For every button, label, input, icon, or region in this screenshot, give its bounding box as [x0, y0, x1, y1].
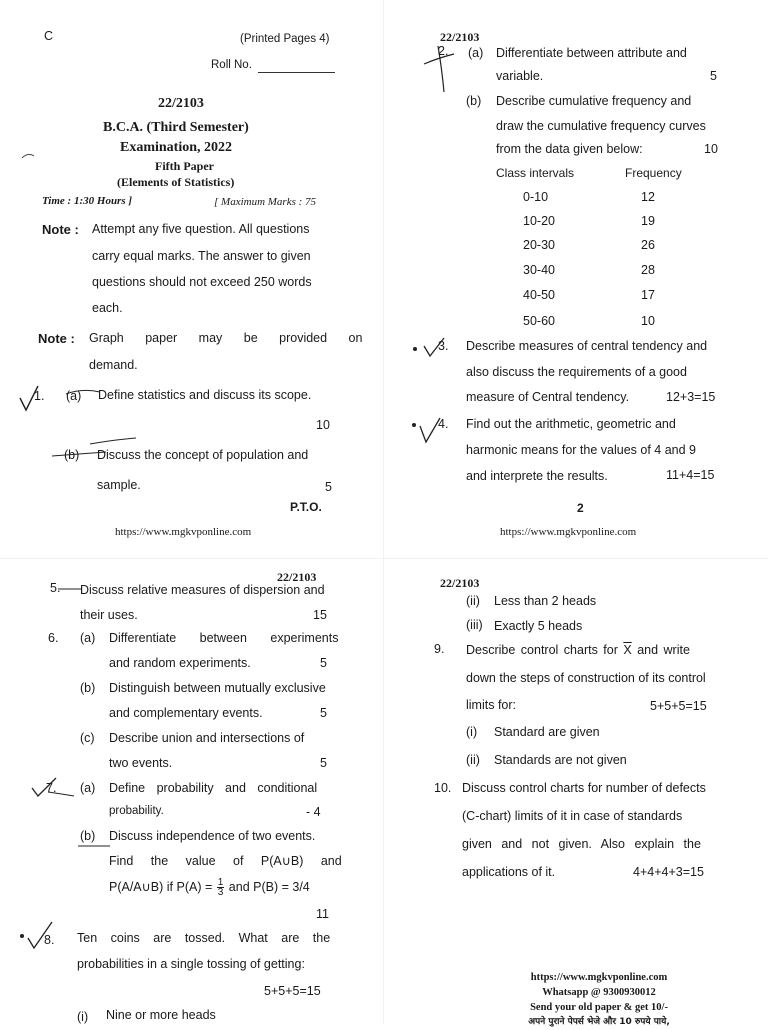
course-title: B.C.A. (Third Semester) — [103, 120, 249, 135]
q9-i-text: Standard are given — [494, 725, 600, 739]
page-3 — [0, 560, 384, 1024]
q10-line: applications of it. — [462, 865, 556, 879]
table-cell-frequency: 19 — [641, 214, 655, 228]
q6a-line: Differentiate between experiments — [109, 631, 339, 645]
q2-number: 2. — [438, 44, 449, 58]
q3-marks: 12+3=15 — [666, 390, 716, 404]
q8-line: probabilities in a single tossing of getting: — [77, 957, 305, 971]
page-1 — [0, 0, 384, 560]
q5-number: 5. — [50, 581, 61, 595]
q9-ii-text: Standards are not given — [494, 753, 627, 767]
q9-line-post: and write — [637, 643, 690, 657]
q9-first-line — [466, 644, 690, 657]
scribble-mark — [20, 150, 40, 162]
footer-offer: Send your old paper & get 10/- — [530, 1002, 668, 1013]
q2b-marks: 10 — [704, 142, 718, 156]
q10-marks: 4+4+4+3=15 — [633, 865, 704, 879]
tick-mark-q8 — [16, 916, 76, 956]
note1-line: Attempt any five question. All questions — [92, 222, 310, 236]
footer-url[interactable]: https://www.mgkvponline.com — [530, 972, 668, 983]
q7b-formula-line — [109, 878, 310, 897]
q7b-line: Find the value of P(A∪B) and — [109, 854, 342, 868]
q2a-line: variable. — [496, 69, 544, 83]
q3-line: also discuss the requirements of a good — [466, 365, 687, 379]
table-cell-class: 0-10 — [523, 190, 549, 204]
table-cell-frequency: 26 — [641, 238, 655, 252]
fraction-one-third — [217, 878, 225, 897]
paper-code: 22/2103 — [158, 96, 204, 111]
underline-q7b — [78, 843, 112, 849]
page-number: 2 — [577, 501, 584, 515]
tick-mark-q3 — [410, 336, 470, 360]
q6b-line: and complementary events. — [109, 706, 263, 720]
footer-whatsapp: Whatsapp @ 9300930012 — [542, 987, 656, 998]
pto-label: P.T.O. — [290, 500, 322, 514]
q8-marks: 5+5+5=15 — [264, 984, 321, 998]
roll-no-line — [258, 72, 335, 73]
q3-number: 3. — [438, 339, 449, 353]
q8-ii-label: (ii) — [466, 594, 480, 608]
table-cell-class: 40-50 — [523, 288, 555, 302]
q6-number: 6. — [48, 631, 59, 645]
table-cell-class: 10-20 — [523, 214, 555, 228]
printed-pages: (Printed Pages 4) — [240, 33, 330, 45]
q7-number: 7. — [46, 781, 57, 795]
fraction-denominator: 3 — [217, 887, 224, 898]
page-2 — [384, 0, 768, 560]
q8-iii-text: Exactly 5 heads — [494, 619, 583, 633]
q2b-line: Describe cumulative frequency and — [496, 94, 692, 108]
q7a-marks: - 4 — [306, 805, 321, 819]
q8-number: 8. — [44, 933, 55, 947]
table-cell-frequency: 10 — [641, 314, 655, 328]
table-header-frequency: Frequency — [625, 166, 682, 180]
note2-line: demand. — [89, 358, 138, 372]
q7b-formula-pre: P(A/A∪B) if P(A) = — [109, 879, 213, 894]
q2b-line: from the data given below: — [496, 142, 643, 156]
q8-i-text: Nine or more heads — [106, 1008, 216, 1022]
q4-marks: 11+4=15 — [666, 468, 715, 482]
page-divider-vertical — [383, 0, 384, 1024]
x-bar-symbol: $\overline{X}$ — [623, 643, 632, 657]
q1b-line: sample. — [97, 478, 141, 492]
q1b-marks: 5 — [325, 480, 332, 494]
q1-number: 1. — [34, 389, 45, 403]
q6c-line: two events. — [109, 756, 173, 770]
paper-code: 22/2103 — [440, 576, 480, 590]
q1a-marks: 10 — [316, 418, 330, 432]
q8-i-label: (i) — [77, 1010, 89, 1024]
q7a-line: Define probability and conditional — [109, 781, 318, 795]
table-header-class: Class intervals — [496, 166, 575, 180]
q9-line: down the steps of construction of its control — [466, 671, 706, 685]
q7b-label: (b) — [80, 829, 96, 843]
q2a-label: (a) — [468, 46, 484, 60]
dash-mark-q5 — [58, 586, 84, 592]
table-cell-frequency: 12 — [641, 190, 655, 204]
roll-no-label: Roll No. — [211, 59, 252, 71]
paper-name: Fifth Paper — [155, 159, 214, 173]
note1-label: Note : — [42, 222, 79, 237]
paper-code: 22/2103 — [440, 30, 480, 44]
time-info: Time : 1:30 Hours ] — [42, 195, 133, 207]
q9-number: 9. — [434, 642, 445, 656]
q10-line: given and not given. Also explain the — [462, 837, 701, 851]
q3-line: Describe measures of central tendency and — [466, 339, 708, 353]
q6b-line: Distinguish between mutually exclusive — [109, 681, 326, 695]
tick-mark-q4 — [408, 414, 448, 448]
q2b-label: (b) — [466, 94, 482, 108]
q6b-label: (b) — [80, 681, 96, 695]
q6a-label: (a) — [80, 631, 96, 645]
max-marks: [ Maximum Marks : 75 — [214, 196, 317, 208]
subject-name: (Elements of Statistics) — [117, 175, 235, 189]
q8-iii-label: (iii) — [466, 618, 483, 632]
q5-line: their uses. — [80, 608, 138, 622]
page1-url[interactable]: https://www.mgkvponline.com — [115, 526, 252, 538]
q6a-line: and random experiments. — [109, 656, 251, 670]
note1-line: questions should not exceed 250 words — [92, 275, 312, 289]
q6c-marks: 5 — [320, 756, 327, 770]
q5-marks: 15 — [313, 608, 327, 622]
q2a-marks: 5 — [710, 69, 717, 83]
q9-i-label: (i) — [466, 725, 478, 739]
q10-line: (C-chart) limits of it in case of standards — [462, 809, 683, 823]
site-promo-footer — [504, 970, 694, 1030]
note1-line: each. — [92, 301, 123, 315]
page-4 — [384, 560, 768, 1027]
q6a-marks: 5 — [320, 656, 327, 670]
q7a-line: probability. — [109, 805, 164, 817]
q4-number: 4. — [438, 417, 449, 431]
q1b-line: Discuss the concept of population and — [97, 448, 309, 462]
q9-line: limits for: — [466, 698, 516, 712]
q8-line: Ten coins are tossed. What are the — [77, 931, 331, 945]
paper-code: 22/2103 — [277, 570, 317, 584]
q2b-line: draw the cumulative frequency curves — [496, 119, 706, 133]
tick-mark-q7 — [28, 774, 78, 802]
note2-label: Note : — [38, 331, 75, 346]
table-cell-frequency: 17 — [641, 288, 655, 302]
q2a-line: Differentiate between attribute and — [496, 46, 687, 60]
note1-line: carry equal marks. The answer to given — [92, 249, 311, 263]
q10-line: Discuss control charts for number of defects — [462, 781, 706, 795]
footer-offer-hindi: अपने पुराने पेपर्स भेजे और 10 रुपये पाये, — [528, 1017, 670, 1027]
q7a-label: (a) — [80, 781, 96, 795]
q1a-label: (a) — [66, 389, 82, 403]
q4-line: harmonic means for the values of 4 and 9 — [466, 443, 696, 457]
q4-line: and interprete the results. — [466, 469, 608, 483]
q1a-text: Define statistics and discuss its scope. — [98, 388, 312, 402]
q7b-formula-post: and P(B) = 3/4 — [228, 879, 310, 894]
q4-line: Find out the arithmetic, geometric and — [466, 417, 676, 431]
q7b-marks: 11 — [316, 907, 329, 921]
q6c-line: Describe union and intersections of — [109, 731, 305, 745]
cross-mark-q2 — [420, 40, 460, 96]
q7b-line: Discuss independence of two events. — [109, 829, 316, 843]
q10-number: 10. — [434, 781, 452, 795]
table-cell-class: 50-60 — [523, 314, 555, 328]
q9-marks: 5+5+5=15 — [650, 699, 707, 713]
table-cell-class: 20-30 — [523, 238, 555, 252]
table-cell-class: 30-40 — [523, 263, 555, 277]
page-divider-horizontal — [0, 558, 768, 559]
page2-url[interactable]: https://www.mgkvponline.com — [500, 526, 637, 538]
corner-letter: C — [44, 29, 54, 43]
tick-mark-q1 — [14, 380, 104, 430]
fraction-numerator: 1 — [217, 877, 224, 888]
q9-ii-label: (ii) — [466, 753, 480, 767]
q1b-label: (b) — [64, 448, 80, 462]
q8-ii-text: Less than 2 heads — [494, 594, 597, 608]
note2-line: Graph paper may be provided on — [89, 331, 363, 345]
table-cell-frequency: 28 — [641, 263, 655, 277]
q3-line: measure of Central tendency. — [466, 390, 630, 404]
strike-mark-q1b — [48, 436, 138, 466]
q5-line: Discuss relative measures of dispersion and — [80, 583, 325, 597]
q9-line-pre: Describe control charts for — [466, 643, 618, 657]
q6b-marks: 5 — [320, 706, 327, 720]
q6c-label: (c) — [80, 731, 95, 745]
exam-title: Examination, 2022 — [120, 140, 233, 155]
